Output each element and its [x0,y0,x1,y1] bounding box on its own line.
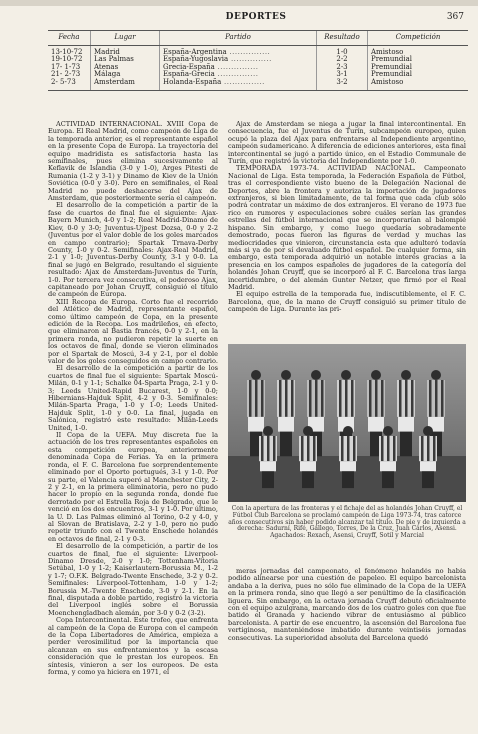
right-text-column-top [228,121,466,341]
paragraph: ACTIVIDAD INTERNACIONAL. XVIII Copa de Europa. El Real Madrid, como campeón de Liga de la temporada anterior, es el representante español en la presente Copa de Europa. La trayectoria del equipo madridista es satisfactoria hasta las semifinales, pues elimina sucesivamente al Keflavik de Islandia (3-0 y 1-0), Arges Pitesti de Rumania (1-2 y 3-1) y Dinamo de Kiev de la Unión Soviética (0-0 y 3-0). Pero en semifinales, el Real Madrid no puede deshacerse del Ajax de Amsterdam, que posteriormente sería el campeón. [48,121,218,203]
paragraph: Ajax de Amsterdam se niega a jugar la final intercontinental. En consecuencia, fue el Juventus de Turín, subcampeón europeo, quien ocupó la plaza del Ajax para enfrentarse al Independiente argentino, campeón sudamericano. A diferencia de ediciones anteriores, esta final intercontinental se jugó a partido único, en el Estadio Communale de Turín, que registró la victoria del Independiente por 1-0. [228,121,466,166]
page-number: 367 [446,12,464,22]
leader-dots: ............... [214,62,259,71]
cell-competicion: Premundial [368,56,469,64]
cell-partido: Holanda-España ............... [160,79,317,90]
page-header [48,10,464,26]
photo-caption: Con la apertura de las fronteras y el fichaje del as holandés Johan Cruyff, el Fútbol Club Barcelona se proclamó campeón de Liga 1973-74, tras catorce años consecutivos sin haber podido alcanzar tal título. De pie y de izquierda a derecha: Sadurní, Rifé, Gallego, Torres, De la Cruz, Juan Carlos, Asensi. Agachados: Rexach, Asensi, Cruyff, Sotil y Marcial [228,505,466,540]
cell-fecha: 19-10-72 [51,55,83,64]
cell-partido: España-Grecia ............... [160,71,317,79]
cell-partido: España-Yugoslavia ............... [160,56,317,64]
col-header-fecha: Fecha [48,31,91,46]
cell-resultado: 2-3 [317,64,368,72]
cell-competicion: Amistoso [368,45,469,56]
paragraph: El desarrollo de la competición a partir de la fase de cuartos de final fue el siguiente: Ajax-Bayern Munich, 4-0 y 1-2; Real Madrid-Dinamo de Kiev, 0-0 y 3-0; Juventus-Ujpest Dozsa, 0-0 y 2-2 (Juventus por el valor doble de los goles marcados en campo contrario); Spartak Trnava-Derby County, 1-0 y 0-2. Semifinales: Ajax-Real Madrid, 2-1 y 1-0; Juventus-Derby County, 3-1 y 0-0. La final se jugó en Belgrado, resultando el siguiente resultado: Ajax de Amsterdam-Juventus de Turín, 1-0. Por tercera vez consecutiva, el poderoso Ajax, capitaneado por Johan Cruyff, consiguió el título de campeón de Europa. [48,201,218,299]
leader-dots: ............... [228,55,272,64]
paragraph: II Copa de la UEFA. Muy discreta fue la actuación de los tres representantes españoles en esta competición europea, anteriormente denominada Copa de Ferias. Ya en la primera ronda, el F. C. Barcelona fue sorprendentemente eliminado por el Oporto portugués, 3-1 y 1-0. Por su parte, el Valencia superó al Manchester City, 2-2 y 2-1, en la primera eliminatoria, pero no pudo hacer lo propio en la segunda ronda, donde fue derrotado por el Estrella Roja de Belgrado, que le venció en los dos encuentros, 3-1 y 1-0. Por último, la U. D. Las Palmas eliminó al Torino, 0-2 y 4-0, y al Slovan de Bratislava, 2-2 y 1-0, pero no pudo repetir triunfo con el Twente Enschede holandés en octavos de final, 2-1 y 0-3. [48,431,218,543]
cell-partido: España-Argentina ............... [160,45,317,56]
cell-resultado: 2-2 [317,56,368,64]
cell-lugar: Las Palmas [91,56,160,64]
cell-fecha: 13-10-72 [51,47,83,56]
leader-dots: ............... [214,70,259,79]
paragraph: XIII Recopa de Europa. Corto fue el recorrido del Atlético de Madrid, representante español, como último campeón de Copa, en la presente edición de la Recopa. Los madrileños, en efecto, que eliminaron al Bastia francés, 0-0 y 2-1, en la primera ronda, no pudieron repetir la suerte en los octavos de final, donde se vieron eliminados por el Spartak de Moscú, 3-4 y 2-1, por el doble valor de los goles conseguidos en campo contrario. [48,297,218,365]
cell-fecha: 2- 5-73 [48,79,91,90]
cell-fecha: 21- 2-73 [51,70,81,79]
team-photo-block [228,344,466,540]
cell-resultado: 3-2 [317,79,368,90]
matches-table-body [48,45,468,90]
paragraph: TEMPORADA 1973-74. ACTIVIDAD NACIONAL. Campeonato Nacional de Liga. Esta temporada, la Federación Española de Fútbol, tras el correspondiente visto bueno de la Delegación Nacional de Deportes, abre la frontera y autoriza la importación de jugadores extranjeros, si bien limitadamente, de tal forma que cada club sólo podrá contratar un máximo de dos extranjeros. El verano de 1973 fue rico en rumores y especulaciones sobre cuáles serían las grandes estrellas del fútbol internacional que se incorporarían al balompié hispano. Sin embargo, y como luego quedaría sobradamente demostrado, pocas fueron las figuras de verdad y muchas las mediocridades que vinieron, circunstancia esta que adulteró todavía más si ya de por sí devaluado fútbol español. De cualquier forma, sin embargo, esta temporada adquirió un notable interés gracias a la presencia en los campos españoles de jugadores de la categoría del holandés Johan Cruyff, que se incorporó al F. C. Barcelona tras larga incertidumbre, o del alemán Gunter Netzer, que firmó por el Real Madrid. [228,164,466,291]
paragraph: El desarrollo de la competición a partir de los cuartos de final fue el siguiente: Spartak Moscú-Milán, 0-1 y 1-1; Schalke 04-Sparta Praga, 2-1 y 0-3; Leeds United-Rapid Bucarest, 1-0 y 0-0; Hibernians-Hajduk Split, 4-2 y 0-3. Semifinales: Milán-Sparta Praga, 1-0 y 1-0; Leeds United-Hajduk Split, 1-0 y 0-0. La final, jugada en Salónica, registró este resultado: Milán-Leeds United, 1-0. [48,364,218,432]
left-text-column [48,121,218,725]
cell-lugar: Atenas [91,64,160,72]
cell-resultado: 3-1 [317,71,368,79]
running-head: DEPORTES [225,12,287,22]
paragraph: Copa Intercontinental. Este trofeo, que enfrenta al campeón de la Copa de Europa con el campeón de la Copa Libertadores de América, empieza a perder verosimilitud por la importancia que alcanzan en sus enfrentamientos y la escasa consideración que le prestan los europeos. En síntesis, vinieron a ser los europeos. De esta forma, y como ya hiciera en 1971, el [48,616,218,677]
cell-competicion: Premundial [368,64,469,72]
cell-competicion: Amistoso [368,79,469,90]
cell-partido: Grecia-España ............... [160,64,317,72]
cell-lugar: Málaga [91,71,160,79]
paragraph: El equipo estrella de la temporada fue, indiscutiblemente, el F. C. Barcelona, que, de la mano de Cruyff consiguió su primer título de campeón de Liga. Durante las pri- [228,290,466,314]
cell-resultado: 1-0 [317,45,368,56]
col-header-competicion: Competición [368,31,469,46]
col-header-partido: Partido [160,31,317,46]
cell-lugar: Amsterdam [91,79,160,90]
col-header-resultado: Resultado [317,31,368,46]
col-header-lugar: Lugar [91,31,160,46]
cell-fecha: 17- 1-73 [51,62,81,71]
cell-competicion: Premundial [368,71,469,79]
leader-dots: ............... [226,47,271,56]
paragraph: El desarrollo de la competición, a partir de los cuartos de final, fue el siguiente: Liverpool-Dinamo Dresde, 2-0 y 1-0; Tottenham-Vitoria Setúbal, 1-0 y 1-2; Kaiserlautern-Borussia M., 1-2 y 1-7; O.F.K. Belgrado-Twente Enschede, 3-2 y 0-2. Semifinales: Liverpool-Tottenham, 1-0 y 1-2; Borussia M.-Twente Enschede, 3-0 y 2-1. En la final, disputada a doble partido, registró la victoria del Liverpool inglés sobre el Borussia Moenchengladbach alemán, por 3-0 y 0-2 (3-2). [48,542,218,617]
matches-table [48,30,468,91]
cell-lugar: Madrid [91,45,160,56]
scan-top-edge [0,0,478,6]
table-header-row [48,31,468,46]
leader-dots: ............... [221,77,265,86]
team-photograph [228,344,466,502]
paragraph: meras jornadas del campeonato, el fenómeno holandés no había podido alinearse por una cuestión de papeleo. El equipo barcelonista andaba a la deriva, pues no sólo fue eliminado de la Copa de la UEFA en la primera ronda, sino que llegó a ser penúltimo de la clasificación liguera. Sin embargo, en la octava jornada Cruyff debutó oficialmente con el equipo azulgrana, marcando dos de los cuatro goles con que fue batido el Granada y haciendo vibrar de entusiasmo al público barcelonista. A partir de ese encuentro, la ascensión del Barcelona fue vertiginosa, manteniéndose imbatido durante veintiséis jornadas consecutivas. La superioridad absoluta del Barcelona quedó [228,568,466,642]
table-row [48,79,468,90]
right-text-column-bottom [228,568,466,728]
